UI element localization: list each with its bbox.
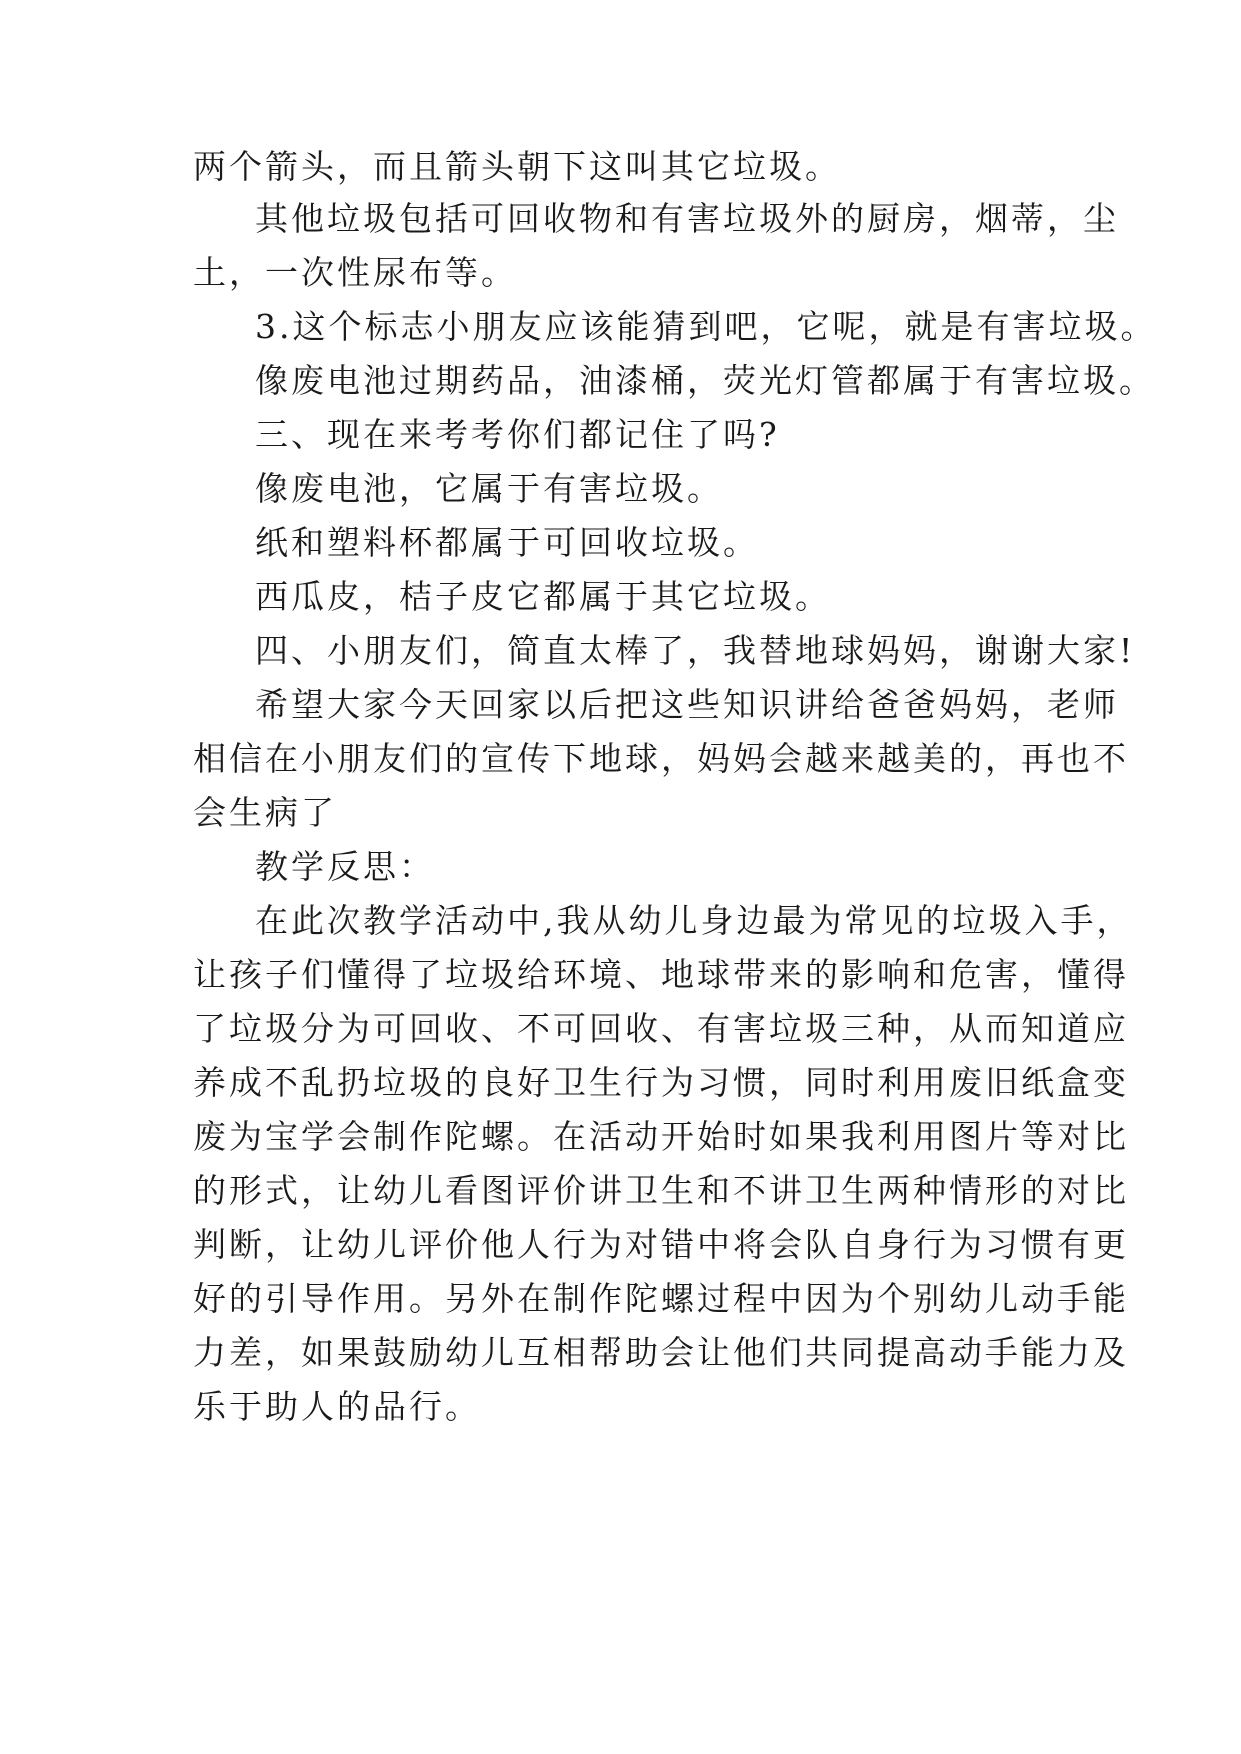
text-line: 好的引导作用。另外在制作陀螺过程中因为个别幼儿动手能: [193, 1279, 1129, 1318]
text-line: 3.这个标志小朋友应该能猜到吧，它呢，就是有害垃圾。: [255, 307, 1157, 346]
text-line: 像废电池，它属于有害垃圾。: [255, 469, 723, 508]
text-line: 的形式，让幼儿看图评价讲卫生和不讲卫生两种情形的对比: [193, 1171, 1129, 1210]
text-line: 废为宝学会制作陀螺。在活动开始时如果我利用图片等对比: [193, 1117, 1129, 1156]
section-heading: 教学反思：: [255, 847, 435, 886]
text-line: 让孩子们懂得了垃圾给环境、地球带来的影响和危害，懂得: [193, 955, 1129, 994]
text-line: 其他垃圾包括可回收物和有害垃圾外的厨房，烟蒂，尘: [255, 199, 1119, 238]
text-line: 西瓜皮，桔子皮它都属于其它垃圾。: [255, 577, 831, 616]
text-line: 纸和塑料杯都属于可回收垃圾。: [255, 523, 759, 562]
text-line: 了垃圾分为可回收、不可回收、有害垃圾三种，从而知道应: [193, 1009, 1129, 1048]
text-line: 希望大家今天回家以后把这些知识讲给爸爸妈妈，老师: [255, 685, 1119, 724]
text-line: 三、现在来考考你们都记住了吗?: [255, 415, 780, 454]
text-line: 会生病了: [193, 793, 337, 832]
text-line: 两个箭头，而且箭头朝下这叫其它垃圾。: [193, 147, 841, 186]
text-line: 在此次教学活动中,我从幼儿身边最为常见的垃圾入手，: [255, 901, 1133, 940]
text-line: 力差，如果鼓励幼儿互相帮助会让他们共同提高动手能力及: [193, 1333, 1129, 1372]
text-line: 土，一次性尿布等。: [193, 253, 517, 292]
text-line: 相信在小朋友们的宣传下地球，妈妈会越来越美的，再也不: [193, 739, 1129, 778]
text-line: 养成不乱扔垃圾的良好卫生行为习惯，同时利用废旧纸盒变: [193, 1063, 1129, 1102]
text-line: 乐于助人的品行。: [193, 1387, 481, 1426]
text-line: 四、小朋友们，简直太棒了，我替地球妈妈，谢谢大家!: [255, 631, 1136, 670]
text-line: 判断，让幼儿评价他人行为对错中将会队自身行为习惯有更: [193, 1225, 1129, 1264]
text-line: 像废电池过期药品，油漆桶，荧光灯管都属于有害垃圾。: [255, 361, 1155, 400]
